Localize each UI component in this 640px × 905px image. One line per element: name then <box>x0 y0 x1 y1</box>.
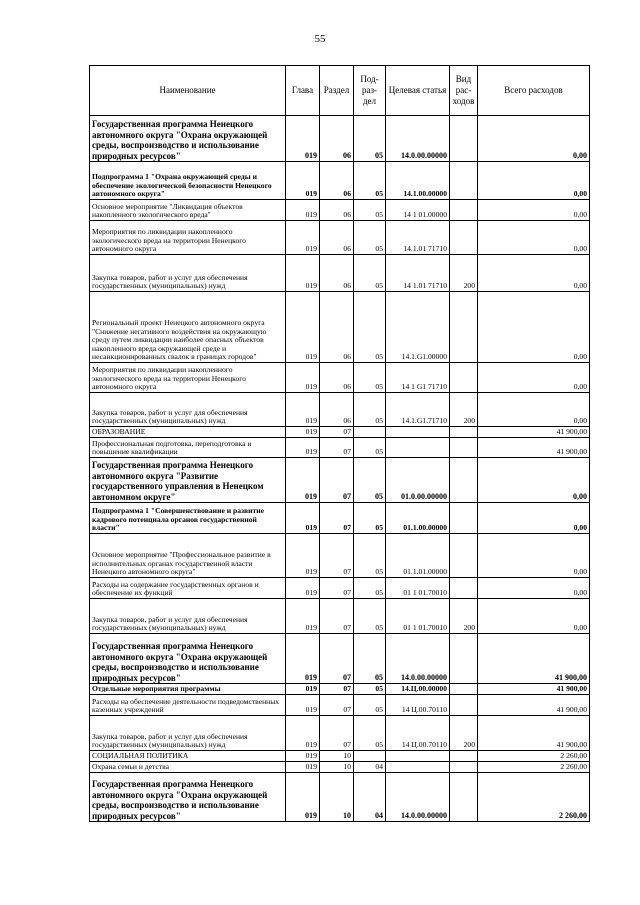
row-total: 41 900,00 <box>478 716 590 751</box>
row-glava: 019 <box>286 427 320 438</box>
row-name: Профессиональная подготовка, переподготовка и повышение квалификации <box>90 438 286 458</box>
row-podrazdel: 05 <box>354 438 386 458</box>
row-vid: 200 <box>450 716 478 751</box>
header-celevaya: Целевая статья <box>386 66 450 116</box>
row-glava: 019 <box>286 578 320 599</box>
row-podrazdel: 05 <box>354 363 386 393</box>
row-podrazdel: 05 <box>354 634 386 684</box>
row-name: Подпрограмма 1 "Совершенствование и развитие кадрового потенциала органов государственной власти" <box>90 503 286 534</box>
row-glava: 019 <box>286 255 320 292</box>
row-podrazdel: 05 <box>354 684 386 695</box>
row-razdel: 06 <box>320 363 354 393</box>
row-total: 41 900,00 <box>478 684 590 695</box>
row-vid <box>450 162 478 200</box>
row-glava: 019 <box>286 458 320 503</box>
row-razdel: 07 <box>320 534 354 578</box>
row-razdel: 10 <box>320 762 354 773</box>
row-total: 0,00 <box>478 393 590 427</box>
row-vid: 200 <box>450 599 478 634</box>
row-celevaya: 14 1.01 71710 <box>386 255 450 292</box>
row-podrazdel: 05 <box>354 200 386 221</box>
row-podrazdel: 05 <box>354 221 386 255</box>
row-glava: 019 <box>286 221 320 255</box>
row-celevaya: 14 1 G1 71710 <box>386 363 450 393</box>
row-glava: 019 <box>286 773 320 822</box>
row-total: 0,00 <box>478 534 590 578</box>
row-razdel: 06 <box>320 292 354 363</box>
table-row <box>90 363 590 393</box>
table-row <box>90 684 590 695</box>
table-row <box>90 773 590 822</box>
row-podrazdel <box>354 751 386 762</box>
row-name: Закупка товаров, работ и услуг для обеспечения государственных (муниципальных) нужд <box>90 599 286 634</box>
row-razdel: 07 <box>320 599 354 634</box>
row-vid <box>450 427 478 438</box>
table-row <box>90 503 590 534</box>
row-vid <box>450 762 478 773</box>
header-name: Наименование <box>90 66 286 116</box>
budget-table <box>89 65 590 822</box>
row-glava: 019 <box>286 599 320 634</box>
row-vid <box>450 534 478 578</box>
row-total: 0,00 <box>478 599 590 634</box>
row-razdel: 06 <box>320 221 354 255</box>
table-row <box>90 599 590 634</box>
row-razdel: 07 <box>320 578 354 599</box>
row-total: 0,00 <box>478 221 590 255</box>
row-podrazdel: 04 <box>354 773 386 822</box>
row-name: ОБРАЗОВАНИЕ <box>90 427 286 438</box>
row-podrazdel <box>354 427 386 438</box>
row-celevaya: 01.1.00.00000 <box>386 503 450 534</box>
header-total: Всего расходов <box>478 66 590 116</box>
row-total: 0,00 <box>478 116 590 162</box>
row-name: Государственная программа Ненецкого автономного округа "Охрана окружающей среды, воспроизводство и использование природных ресурсов" <box>90 634 286 684</box>
row-razdel: 07 <box>320 458 354 503</box>
row-glava: 019 <box>286 751 320 762</box>
row-celevaya: 01 1 01.70010 <box>386 578 450 599</box>
row-name: Подпрограмма 1 "Охрана окружающей среды и обеспечение экологической безопасности Ненецкого автономного округа" <box>90 162 286 200</box>
row-podrazdel: 05 <box>354 716 386 751</box>
row-razdel: 07 <box>320 438 354 458</box>
row-razdel: 07 <box>320 503 354 534</box>
row-razdel: 10 <box>320 773 354 822</box>
header-row <box>90 66 590 116</box>
row-name: СОЦИАЛЬНАЯ ПОЛИТИКА <box>90 751 286 762</box>
row-vid: 200 <box>450 255 478 292</box>
row-total: 2 260,00 <box>478 751 590 762</box>
row-total: 2 260,00 <box>478 762 590 773</box>
header-podrazdel: Под-раз-дел <box>354 66 386 116</box>
row-podrazdel: 05 <box>354 458 386 503</box>
row-name: Государственная программа Ненецкого автономного округа "Охрана окружающей среды, воспроизводство и использование природных ресурсов" <box>90 773 286 822</box>
row-total: 41 900,00 <box>478 634 590 684</box>
row-total: 41 900,00 <box>478 438 590 458</box>
row-vid <box>450 684 478 695</box>
table-row <box>90 458 590 503</box>
row-vid <box>450 695 478 716</box>
table-row <box>90 695 590 716</box>
row-name: Мероприятия по ликвидации накопленного экологического вреда на территории Ненецкого автономного округа <box>90 363 286 393</box>
row-glava: 019 <box>286 695 320 716</box>
row-razdel: 06 <box>320 162 354 200</box>
row-celevaya: 14.1.G1.71710 <box>386 393 450 427</box>
header-vid: Вид рас-ходов <box>450 66 478 116</box>
row-celevaya: 14.0.00.00000 <box>386 634 450 684</box>
row-celevaya: 14.1.00.00000 <box>386 162 450 200</box>
table-row <box>90 427 590 438</box>
row-podrazdel: 05 <box>354 503 386 534</box>
row-celevaya: 01 1 01.70010 <box>386 599 450 634</box>
row-podrazdel: 05 <box>354 599 386 634</box>
row-glava: 019 <box>286 503 320 534</box>
row-vid <box>450 634 478 684</box>
row-celevaya <box>386 762 450 773</box>
row-glava: 019 <box>286 634 320 684</box>
row-razdel: 06 <box>320 393 354 427</box>
row-podrazdel: 05 <box>354 292 386 363</box>
row-total: 41 900,00 <box>478 695 590 716</box>
row-celevaya: 01.1.01.00000 <box>386 534 450 578</box>
row-celevaya: 14 Ц.00.70110 <box>386 716 450 751</box>
table-row <box>90 716 590 751</box>
row-glava: 019 <box>286 438 320 458</box>
table-row <box>90 634 590 684</box>
row-name: Расходы на обеспечение деятельности подведомственных казенных учреждений <box>90 695 286 716</box>
row-glava: 019 <box>286 716 320 751</box>
row-total: 0,00 <box>478 292 590 363</box>
row-vid: 200 <box>450 393 478 427</box>
table-row <box>90 162 590 200</box>
row-total: 0,00 <box>478 503 590 534</box>
row-name: Закупка товаров, работ и услуг для обеспечения государственных (муниципальных) нужд <box>90 255 286 292</box>
row-celevaya <box>386 438 450 458</box>
row-vid <box>450 773 478 822</box>
row-razdel: 07 <box>320 716 354 751</box>
row-glava: 019 <box>286 116 320 162</box>
row-vid <box>450 578 478 599</box>
row-celevaya <box>386 427 450 438</box>
row-name: Закупка товаров, работ и услуг для обеспечения государственных (муниципальных) нужд <box>90 716 286 751</box>
table-row <box>90 200 590 221</box>
row-total: 41 900,00 <box>478 427 590 438</box>
table-row <box>90 438 590 458</box>
row-podrazdel: 05 <box>354 116 386 162</box>
row-glava: 019 <box>286 393 320 427</box>
page-number: 55 <box>314 33 326 45</box>
row-vid <box>450 438 478 458</box>
table-row <box>90 534 590 578</box>
row-total: 2 260,00 <box>478 773 590 822</box>
row-razdel: 06 <box>320 200 354 221</box>
row-name: Основное мероприятие "Ликвидация объектов накопленного экологического вреда" <box>90 200 286 221</box>
table-row <box>90 578 590 599</box>
row-name: Региональный проект Ненецкого автономного округа "Снижение негативного воздействия на окружающую среду путем ликвидации наиболее опасных объектов накопленного вреда окружающей среде и несанкционированных свалок в границах городов" <box>90 292 286 363</box>
row-glava: 019 <box>286 292 320 363</box>
row-total: 0,00 <box>478 458 590 503</box>
row-total: 0,00 <box>478 363 590 393</box>
row-name: Основное мероприятие "Профессиональное развитие в исполнительных органах государственной власти Ненецкого автономного округа" <box>90 534 286 578</box>
row-total: 0,00 <box>478 162 590 200</box>
row-total: 0,00 <box>478 578 590 599</box>
row-podrazdel: 05 <box>354 162 386 200</box>
row-name: Охрана семьи и детства <box>90 762 286 773</box>
row-razdel: 10 <box>320 751 354 762</box>
row-glava: 019 <box>286 534 320 578</box>
row-podrazdel: 05 <box>354 255 386 292</box>
table-row <box>90 116 590 162</box>
row-vid <box>450 503 478 534</box>
row-razdel: 06 <box>320 255 354 292</box>
row-celevaya: 01.0.00.00000 <box>386 458 450 503</box>
row-vid <box>450 221 478 255</box>
row-podrazdel: 05 <box>354 534 386 578</box>
row-podrazdel: 05 <box>354 393 386 427</box>
row-name: Расходы на содержание государственных органов и обеспечение их функций <box>90 578 286 599</box>
row-celevaya: 14.Ц.00.00000 <box>386 684 450 695</box>
row-glava: 019 <box>286 162 320 200</box>
row-celevaya <box>386 751 450 762</box>
row-celevaya: 14.0.00.00000 <box>386 773 450 822</box>
row-razdel: 07 <box>320 695 354 716</box>
row-razdel: 07 <box>320 634 354 684</box>
row-name: Мероприятия по ликвидации накопленного экологического вреда на территории Ненецкого автономного округа <box>90 221 286 255</box>
row-glava: 019 <box>286 363 320 393</box>
row-name: Государственная программа Ненецкого автономного округа "Развитие государственного управления в Ненецком автономном округе" <box>90 458 286 503</box>
row-celevaya: 14.1.01 71710 <box>386 221 450 255</box>
row-celevaya: 14.1.G1.00000 <box>386 292 450 363</box>
row-razdel: 06 <box>320 116 354 162</box>
row-total: 0,00 <box>478 200 590 221</box>
row-celevaya: 14 1 01.00000 <box>386 200 450 221</box>
row-podrazdel: 04 <box>354 762 386 773</box>
row-vid <box>450 292 478 363</box>
row-podrazdel: 05 <box>354 578 386 599</box>
table-row <box>90 292 590 363</box>
row-vid <box>450 200 478 221</box>
row-glava: 019 <box>286 684 320 695</box>
table-row <box>90 393 590 427</box>
row-vid <box>450 116 478 162</box>
table-row <box>90 221 590 255</box>
table-row <box>90 762 590 773</box>
row-glava: 019 <box>286 200 320 221</box>
header-razdel: Раздел <box>320 66 354 116</box>
row-name: Закупка товаров, работ и услуг для обеспечения государственных (муниципальных) нужд <box>90 393 286 427</box>
row-name: Государственная программа Ненецкого автономного округа "Охрана окружающей среды, воспроизводство и использование природных ресурсов" <box>90 116 286 162</box>
row-celevaya: 14 Ц.00.70110 <box>386 695 450 716</box>
row-vid <box>450 458 478 503</box>
row-celevaya: 14.0.00.00000 <box>386 116 450 162</box>
table-row <box>90 255 590 292</box>
row-vid <box>450 751 478 762</box>
row-razdel: 07 <box>320 427 354 438</box>
row-razdel: 07 <box>320 684 354 695</box>
header-glava: Глава <box>286 66 320 116</box>
row-vid <box>450 363 478 393</box>
row-total: 0,00 <box>478 255 590 292</box>
row-name: Отдельные мероприятия программы <box>90 684 286 695</box>
row-podrazdel: 05 <box>354 695 386 716</box>
row-glava: 019 <box>286 762 320 773</box>
table-row <box>90 751 590 762</box>
